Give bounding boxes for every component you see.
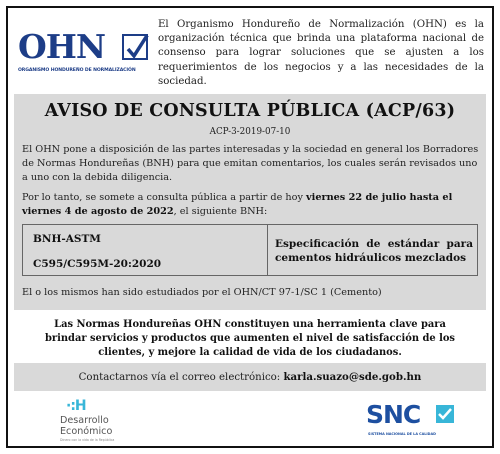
desarrollo-tagline: Dinero con la vida de la República <box>60 438 115 442</box>
desarrollo-line-2: Económico <box>60 426 113 437</box>
ohn-logo <box>18 27 158 82</box>
intro-text: El Organismo Hondureño de Normalización (OHN) es la organización técnica que brinda una plataforma nacional de consenso para lograr soluciones que se ajusten a los requerimientos de los negocios y a las necesidades de la sociedad. <box>158 19 484 87</box>
contact-email[interactable]: karla.suazo@sde.gob.hn <box>283 371 422 383</box>
notice-panel <box>14 94 486 310</box>
snc-logo-text: SNC <box>366 400 421 429</box>
notice-paragraph-3: El o los mismos han sido estudiados por el OHN/CT 97-1/SC 1 (Cemento) <box>22 287 382 298</box>
paragraph-2-prefix: Por lo tanto, se somete a consulta pública a partir de hoy <box>22 192 307 203</box>
closing-statement: Las Normas Hondureñas OHN constituyen una herramienta clave para brindar servicios y productos que aumenten el nivel de satisfacción de los clientes, y mejore la calidad de vida de los ciudadanos. <box>45 319 455 358</box>
ohn-logo-text: OHN <box>18 27 106 66</box>
snc-subtitle: SISTEMA NACIONAL DE LA CALIDAD <box>368 432 436 436</box>
standard-code-secondary: C595/C595M-20:2020 <box>33 258 162 270</box>
snc-logo <box>366 402 476 442</box>
table-divider <box>267 225 268 275</box>
notice-code: ACP-3-2019-07-10 <box>209 127 291 137</box>
standard-table <box>22 224 478 276</box>
notice-paragraph-2 <box>22 191 480 219</box>
desarrollo-mark-icon: ·:H <box>66 398 86 414</box>
notice-paragraph-1: El OHN pone a disposición de las partes interesadas y la sociedad en general los Borradores de Normas Hondureñas (BNH) para que emitan comentarios, los cuales serán revisados uno a uno con la debida diligencia. <box>22 144 479 183</box>
consultation-dates: viernes 22 de julio hasta el viernes 4 de agosto de 2022 <box>22 192 453 217</box>
footer <box>8 392 492 446</box>
header <box>8 8 492 92</box>
checkmark-icon <box>122 34 148 60</box>
desarrollo-line-1: Desarrollo <box>60 415 109 426</box>
desarrollo-economico-logo <box>60 398 160 444</box>
paragraph-2-suffix: , el siguiente BNH: <box>173 206 268 217</box>
contact-label: Contactarnos vía el correo electrónico: <box>78 372 284 383</box>
standard-description: Especificación de estándar para cementos hidráulicos mezclados <box>275 238 473 264</box>
notice-frame <box>6 6 494 448</box>
notice-title: AVISO DE CONSULTA PÚBLICA (ACP/63) <box>44 101 456 121</box>
contact-line <box>14 371 486 383</box>
ohn-logo-subtitle: ORGANISMO HONDUREÑO DE NORMALIZACIÓN <box>18 68 136 73</box>
snc-check-icon <box>436 405 454 423</box>
standard-code-primary: BNH-ASTM <box>33 233 101 245</box>
contact-bar <box>14 363 486 391</box>
